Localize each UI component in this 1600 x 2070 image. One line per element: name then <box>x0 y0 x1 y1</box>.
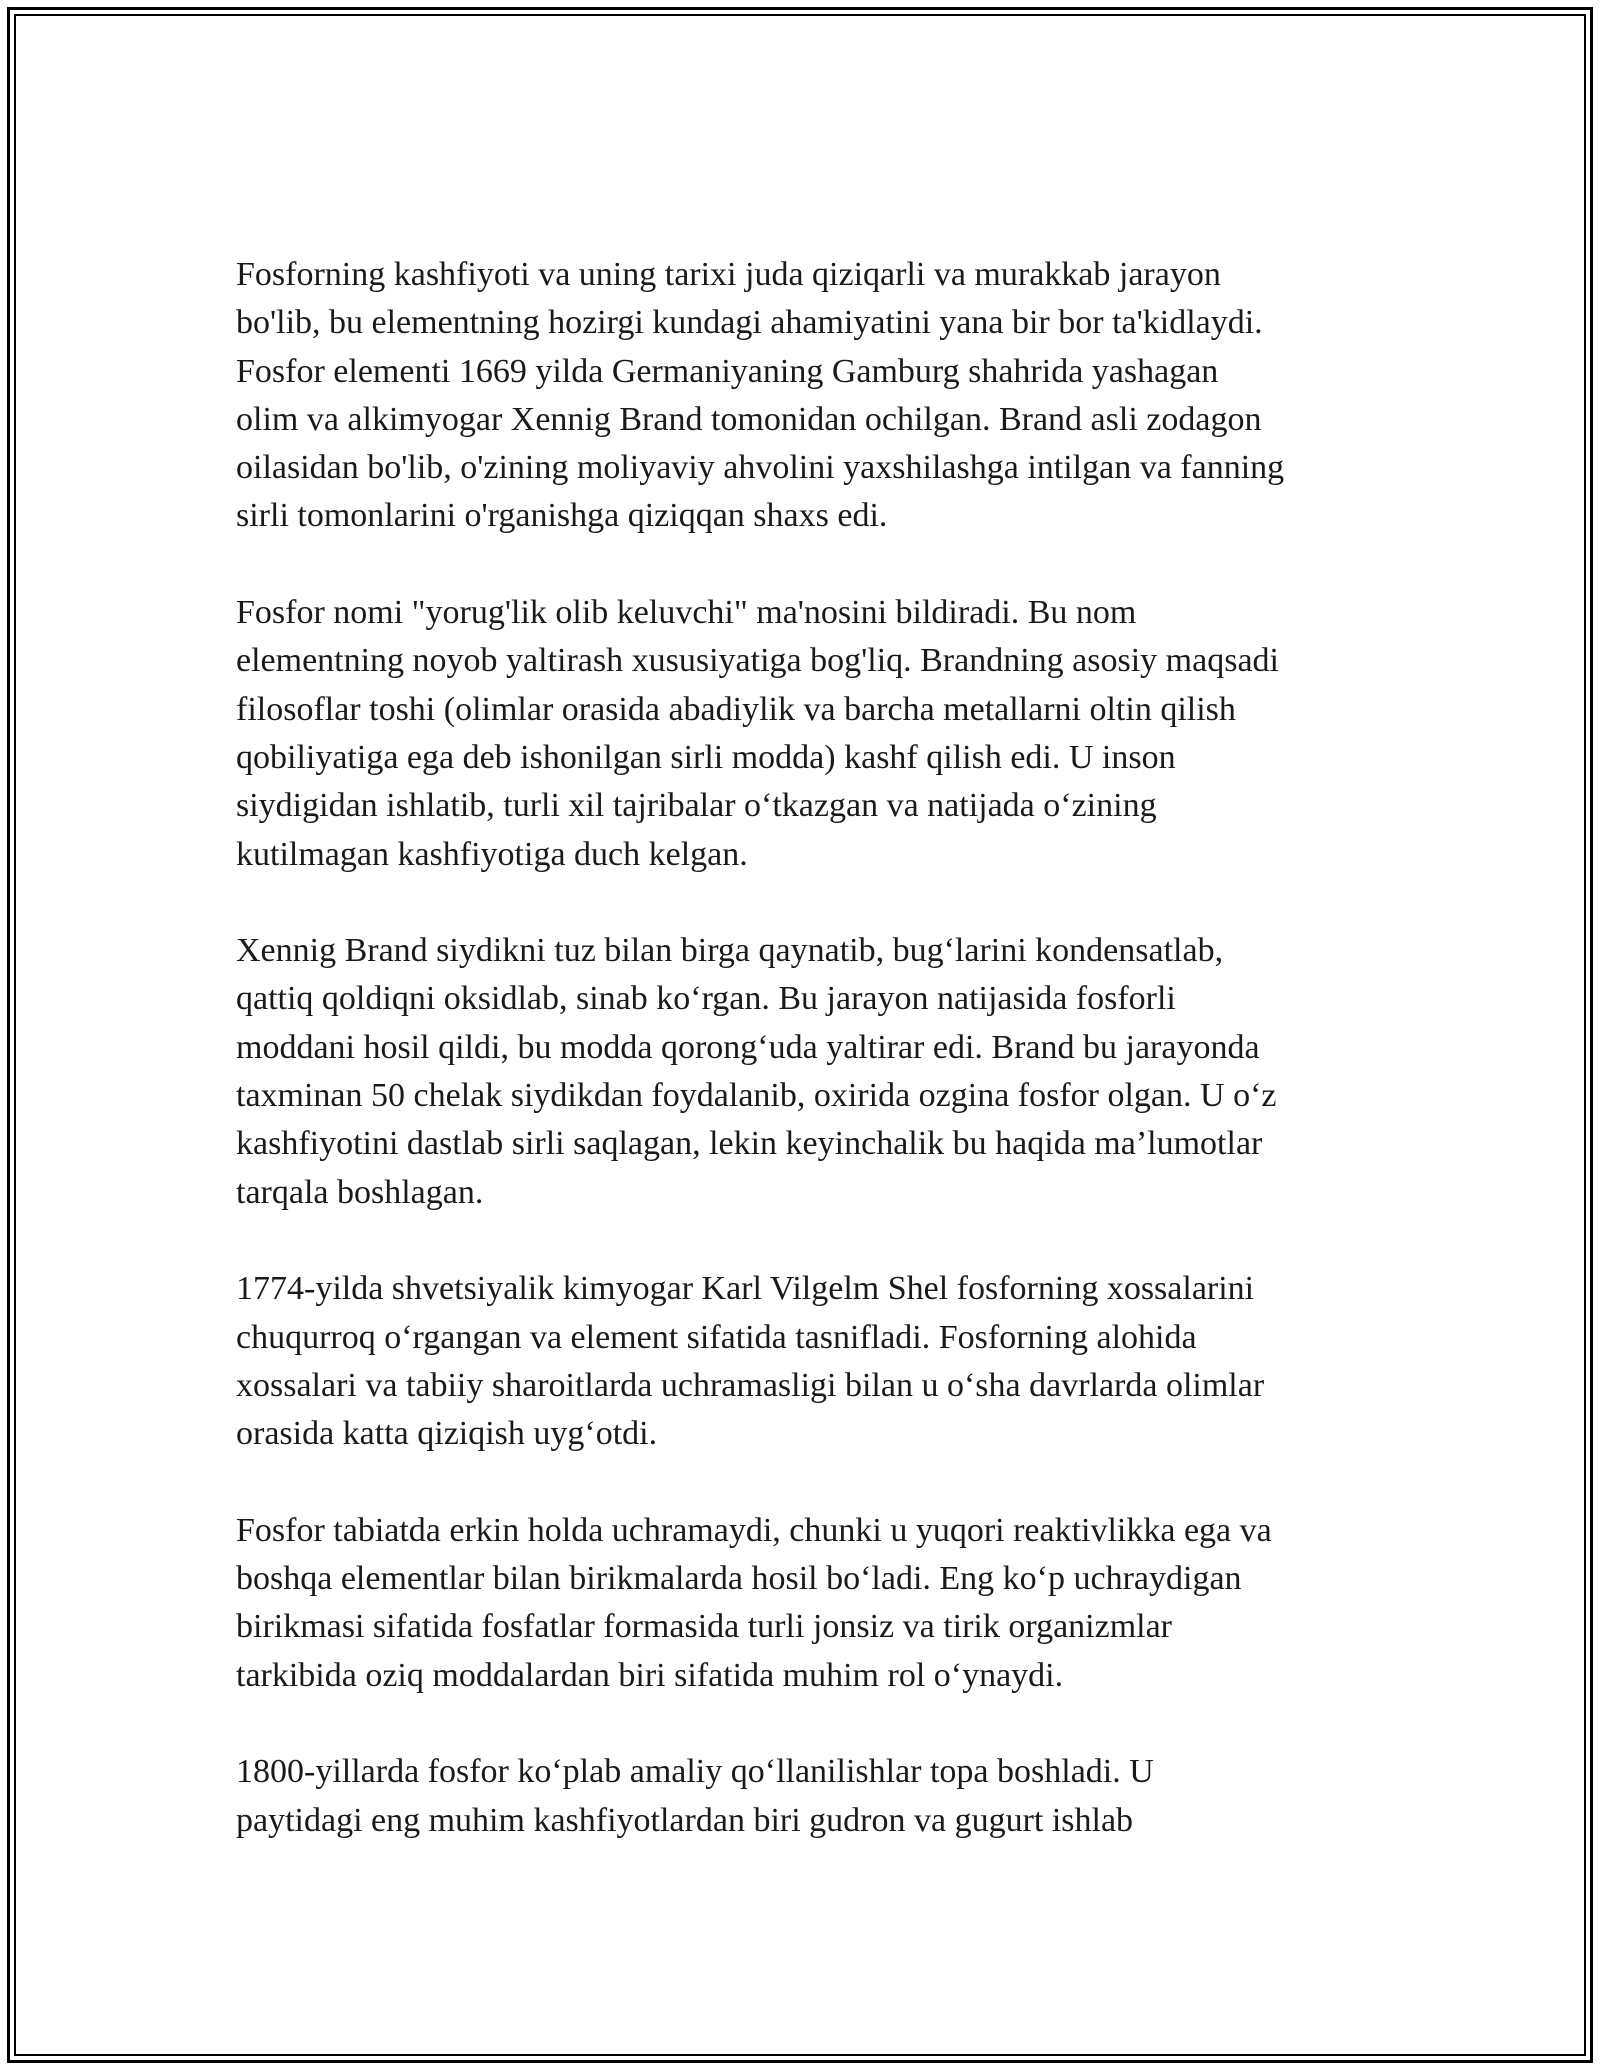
document-body <box>236 251 1396 1893</box>
paragraph-1: Fosforning kashfiyoti va uning tarixi juda qiziqarli va murakkab jarayon bo'lib, bu elementning hozirgi kundagi ahamiyatini yana bir bor ta'kidlaydi. Fosfor elementi 1669 yilda Germaniyaning Gamburg shahrida yashagan olim va alkimyogar Xennig Brand tomonidan ochilgan. Brand asli zodagon oilasidan bo'lib, o'zining moliyaviy ahvolini yaxshilashga intilgan va fanning sirli tomonlarini o'rganishga qiziqqan shaxs edi. <box>236 256 1285 535</box>
paragraph-6: 1800-yillarda fosfor ko‘plab amaliy qo‘llanilishlar topa boshladi. U paytidagi eng muhim kashfiyotlardan biri gudron va gugurt ishlab <box>236 1753 1154 1839</box>
paragraph-4: 1774-yilda shvetsiyalik kimyogar Karl Vilgelm Shel fosforning xossalarini chuqurroq o‘rgangan va element sifatida tasnifladi. Fosforning alohida xossalari va tabiiy sharoitlarda uchramasligi bilan u o‘sha davrlarda olimlar orasida katta qiziqish uyg‘otdi. <box>236 1270 1265 1453</box>
paragraph-2: Fosfor nomi "yorug'lik olib keluvchi" ma'nosini bildiradi. Bu nom elementning noyob yaltirash xususiyatiga bog'liq. Brandning asosiy maqsadi filosoflar toshi (olimlar orasida abadiylik va barcha metallarni oltin qilish qobiliyatiga ega deb ishonilgan sirli modda) kashf qilish edi. U inson siydigidan ishlatib, turli xil tajribalar o‘tkazgan va natijada o‘zining kutilmagan kashfiyotiga duch kelgan. <box>236 594 1279 873</box>
paragraph-5: Fosfor tabiatda erkin holda uchramaydi, chunki u yuqori reaktivlikka ega va boshqa elementlar bilan birikmalarda hosil bo‘ladi. Eng ko‘p uchraydigan birikmasi sifatida fosfatlar formasida turli jonsiz va tirik organizmlar tarkibida oziq moddalardan biri sifatida muhim rol o‘ynaydi. <box>236 1511 1272 1694</box>
paragraph-3: Xennig Brand siydikni tuz bilan birga qaynatib, bug‘larini kondensatlab, qattiq qoldiqni oksidlab, sinab ko‘rgan. Bu jarayon natijasida fosforli moddani hosil qildi, bu modda qorong‘uda yaltirar edi. Brand bu jarayonda taxminan 50 chelak siydikdan foydalanib, oxirida ozgina fosfor olgan. U o‘z kashfiyotini dastlab sirli saqlagan, lekin keyinchalik bu haqida ma’lumotlar tarqala boshlagan. <box>236 932 1277 1211</box>
